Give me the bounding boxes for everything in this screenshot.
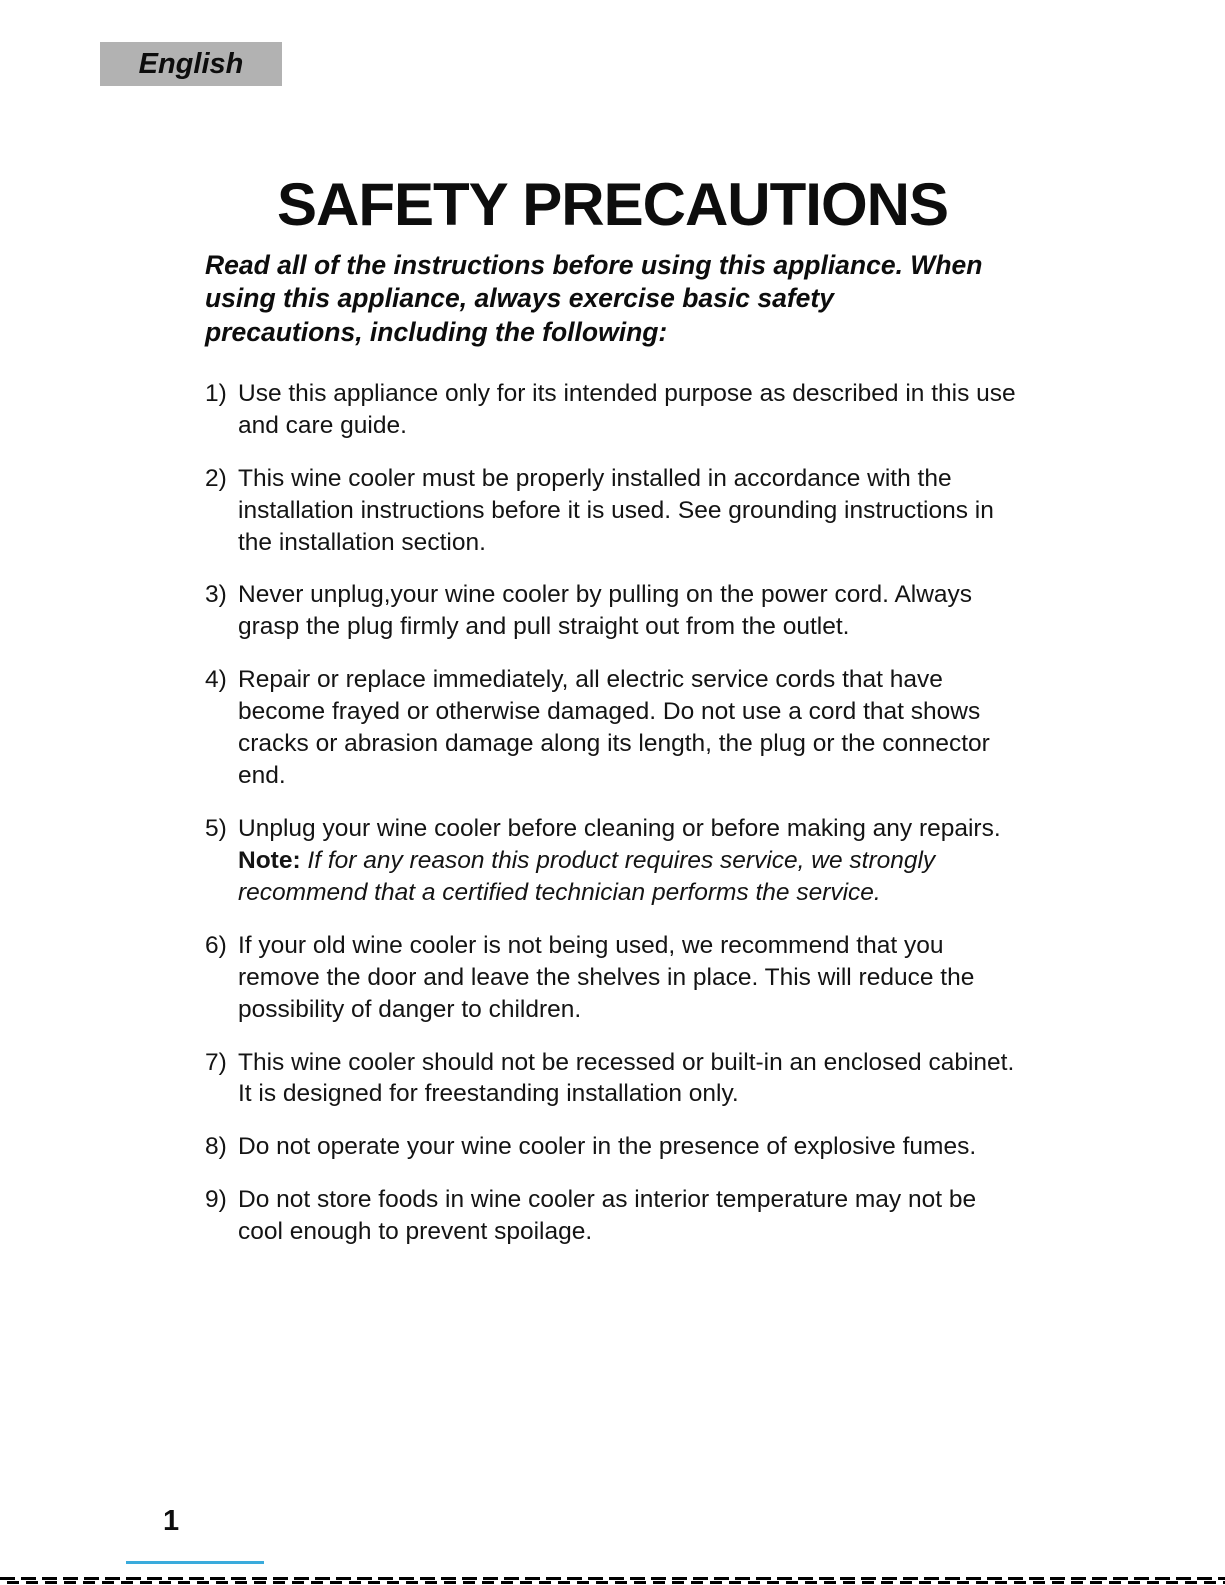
list-item-number: 5)	[205, 814, 227, 842]
list-item-text: Do not store foods in wine cooler as interior temperature may not be cool enough to prevent spoilage.	[238, 1186, 977, 1245]
document-body	[205, 222, 1017, 1269]
list-item-text: Do not operate your wine cooler in the presence of explosive fumes.	[238, 1133, 977, 1161]
list-item-number: 6)	[205, 932, 227, 960]
list-item	[205, 930, 1017, 1026]
footer-accent-line	[126, 1561, 264, 1564]
list-item-text: This wine cooler should not be recessed or built-in an enclosed cabinet. It is designed for freestanding installation only.	[238, 1048, 1015, 1108]
list-item-text: Use this appliance only for its intended purpose as described in this use and care guide.	[238, 380, 1016, 440]
list-item-main-text: Unplug your wine cooler before cleaning or before making any repairs.	[238, 814, 1001, 842]
list-item-number: 3)	[205, 581, 227, 609]
note-text: If for any reason this product requires service, we strongly recommend that a certified technician performs the service.	[238, 847, 936, 907]
list-item	[205, 1047, 1017, 1111]
page-title: SAFETY PRECAUTIONS	[277, 171, 948, 239]
list-item	[205, 664, 1017, 791]
list-item-number: 2)	[205, 464, 227, 492]
list-item	[205, 378, 1017, 442]
list-item-text: If your old wine cooler is not being used, we recommend that you remove the door and leave the shelves in place. This will reduce the possibility of danger to children.	[238, 932, 975, 1023]
list-item	[205, 1184, 1017, 1248]
list-item	[205, 1131, 1017, 1163]
list-item-number: 8)	[205, 1133, 227, 1161]
language-tab-label: English	[138, 47, 244, 80]
list-item-number: 7)	[205, 1048, 227, 1076]
service-note	[238, 845, 1017, 909]
list-item-text: This wine cooler must be properly installed in accordance with the installation instructions before it is used. See grounding instructions in the installation section.	[238, 464, 994, 556]
note-label: Note:	[238, 847, 301, 875]
list-item-number: 1)	[205, 380, 227, 408]
list-item	[205, 579, 1017, 643]
scan-edge-dashes	[0, 1577, 1225, 1585]
list-item	[205, 463, 1017, 559]
list-item-number: 4)	[205, 666, 227, 694]
list-item	[205, 813, 1017, 910]
intro-paragraph: Read all of the instructions before using this appliance. When using this appliance, always exercise basic safety precautions, including the following:	[205, 249, 983, 348]
list-item-text	[238, 813, 1017, 910]
list-item-number: 9)	[205, 1186, 227, 1214]
language-tab	[100, 42, 282, 86]
page-number: 1	[163, 1505, 180, 1537]
list-item-text: Never unplug,your wine cooler by pulling on the power cord. Always grasp the plug firmly and pull straight out from the outlet.	[238, 581, 973, 641]
list-item-text: Repair or replace immediately, all electric service cords that have become frayed or otherwise damaged. Do not use a cord that shows cracks or abrasion damage along its length, the plug or the connector end.	[238, 666, 990, 789]
